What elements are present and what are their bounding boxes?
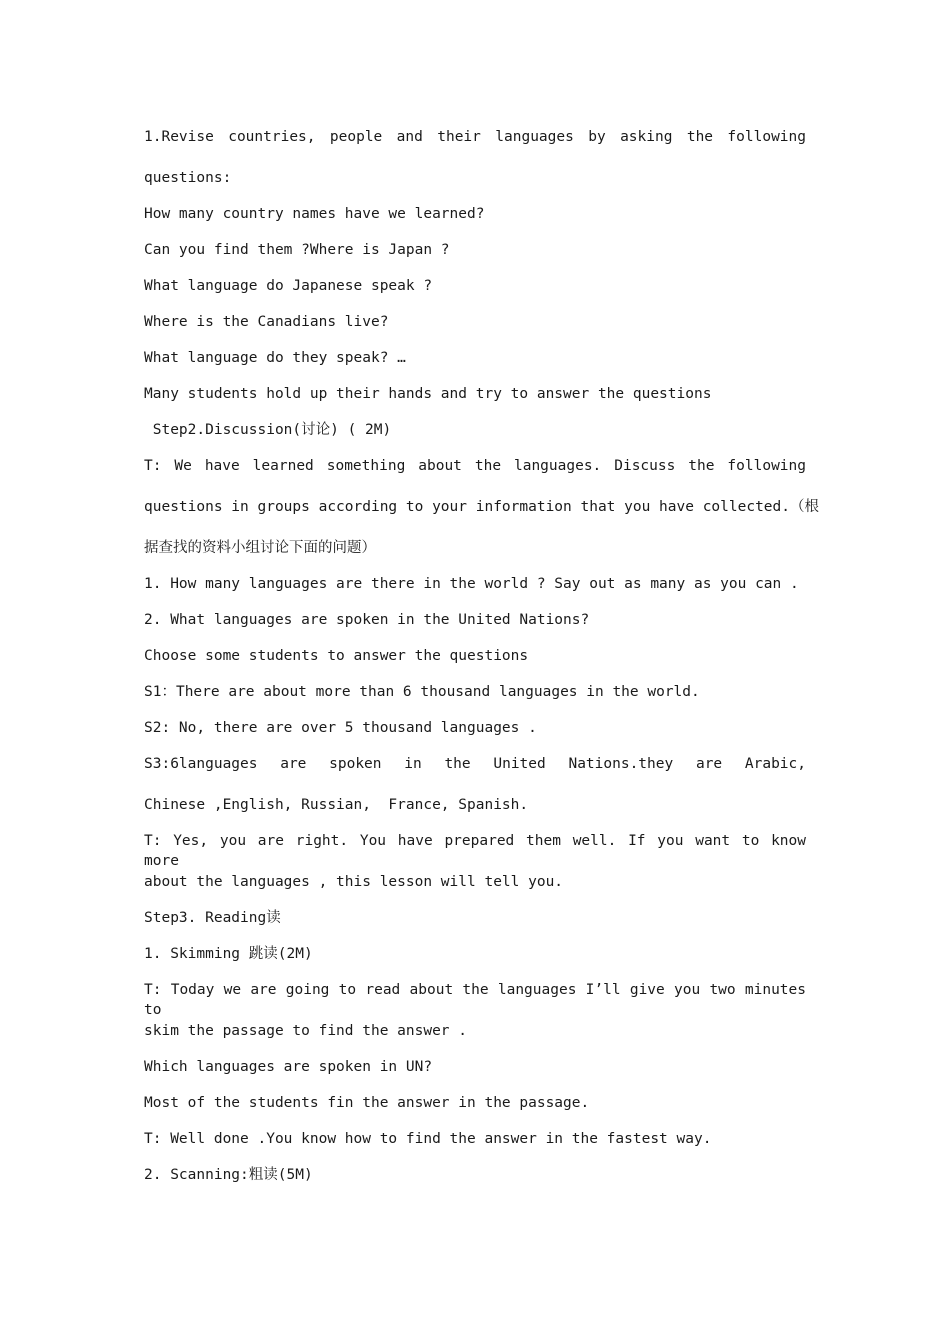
paragraph-line: What language do Japanese speak ? — [144, 278, 433, 294]
question-line: 2. What languages are spoken in the United Nations? — [144, 612, 590, 628]
paragraph-line: T: Well done .You know how to find the answer in the fastest way. — [144, 1131, 712, 1147]
paragraph-line: T: Yes, you are right. You have prepared them well. If you want to know more — [144, 833, 806, 869]
section-heading: Step2.Discussion(讨论) ( 2M) — [144, 422, 392, 438]
paragraph-line: 1.Revise countries, people and their languages by asking the following — [144, 129, 806, 145]
subsection-heading: 2. Scanning:粗读(5M) — [144, 1167, 313, 1183]
paragraph-line: How many country names have we learned? — [144, 206, 485, 222]
paragraph-line: Many students hold up their hands and try to answer the questions — [144, 386, 712, 402]
paragraph-line: Where is the Canadians live? — [144, 314, 389, 330]
subsection-heading: 1. Skimming 跳读(2M) — [144, 946, 313, 962]
paragraph-line: T: We have learned something about the languages. Discuss the following — [144, 458, 806, 474]
answer-line: S3:6languages are spoken in the United Nations.they are Arabic, — [144, 756, 806, 772]
paragraph-line: T: Today we are going to read about the languages I’ll give you two minutes to — [144, 982, 806, 1018]
paragraph-line: 据查找的资料小组讨论下面的问题） — [144, 540, 376, 556]
answer-line: S1：There are about more than 6 thousand languages in the world. — [144, 684, 700, 700]
paragraph-line: skim the passage to find the answer . — [144, 1023, 468, 1039]
section-heading: Step3. Reading读 — [144, 910, 281, 926]
paragraph-line: questions in groups according to your information that you have collected.（根 — [144, 499, 820, 515]
answer-line: S2: No, there are over 5 thousand languages . — [144, 720, 537, 736]
paragraph-line: Most of the students fin the answer in the passage. — [144, 1095, 590, 1111]
paragraph-line: about the languages , this lesson will tell you. — [144, 874, 564, 890]
paragraph-line: Can you find them ?Where is Japan ? — [144, 242, 450, 258]
paragraph-line: questions: — [144, 170, 232, 186]
question-line: Which languages are spoken in UN? — [144, 1059, 433, 1075]
document-page — [144, 0, 820, 1344]
answer-line: Chinese ,English, Russian, France, Spanish. — [144, 797, 529, 813]
paragraph-line: Choose some students to answer the questions — [144, 648, 529, 664]
question-line: 1. How many languages are there in the world ? Say out as many as you can . — [144, 576, 799, 592]
paragraph-line: What language do they speak? … — [144, 350, 406, 366]
